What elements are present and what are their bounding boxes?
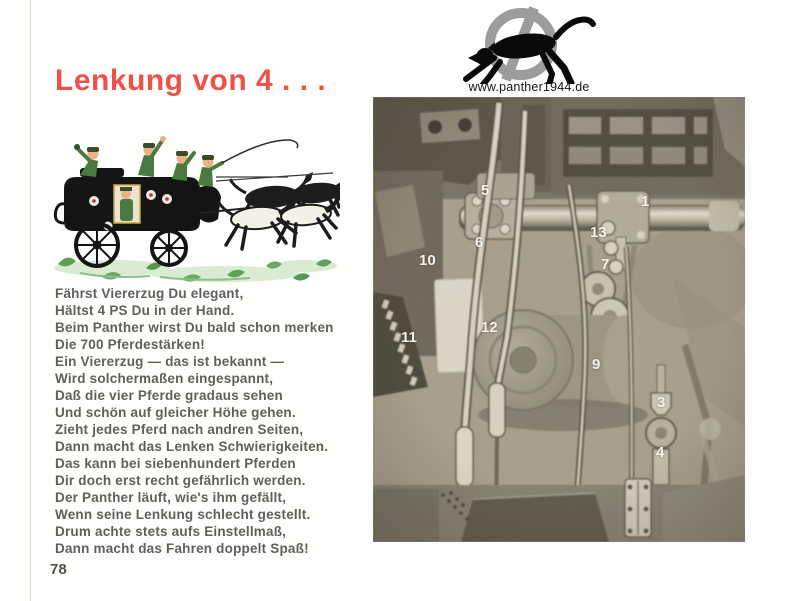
steering-photo — [373, 97, 745, 542]
page-number: 78 — [50, 561, 67, 578]
driver — [198, 140, 298, 187]
poem-line: Wenn seine Lenkung schlecht gestellt. — [55, 507, 311, 522]
reins — [216, 173, 333, 181]
poem-line: Dann macht das Fahren doppelt Spaß! — [55, 541, 309, 556]
poem-line: Das kann bei siebenhundert Pferden — [55, 456, 296, 471]
poem-line: Fährst Viererzug Du elegant, — [55, 286, 244, 301]
page-title: Lenkung von 4 . . . — [55, 64, 327, 97]
photo-callout-1: 1 — [641, 193, 650, 210]
poem-line: Dir doch erst recht gefährlich werden. — [55, 473, 306, 488]
photo-callout-3: 3 — [657, 394, 666, 411]
four-horse-carriage-illustration — [50, 127, 340, 287]
poem-line: Daß die vier Pferde gradaus sehen — [55, 388, 283, 403]
page-fold-line — [30, 0, 31, 601]
poem-line: Hältst 4 PS Du in der Hand. — [55, 303, 235, 318]
photo-callout-5: 5 — [481, 182, 490, 199]
poem-line: Und schön auf gleicher Höhe gehen. — [55, 405, 296, 420]
panther-logo — [440, 2, 640, 84]
poem-line: Wird solchermaßen eingespannt, — [55, 371, 274, 386]
photo-callout-6: 6 — [475, 234, 484, 251]
photo-callout-11: 11 — [401, 329, 417, 346]
poem-line: Die 700 Pferdestärken! — [55, 337, 205, 352]
photo-callout-4: 4 — [656, 444, 665, 461]
poem-line: Drum achte stets aufs Einstellmaß, — [55, 524, 287, 539]
poem-line: Zieht jedes Pferd nach andren Seiten, — [55, 422, 304, 437]
photo-callout-13: 13 — [590, 224, 607, 241]
poem — [55, 285, 334, 557]
photo-callout-12: 12 — [481, 319, 498, 336]
poem-line: Dann macht das Lenken Schwierigkeiten. — [55, 439, 329, 454]
poem-line: Beim Panther wirst Du bald schon merken — [55, 320, 334, 335]
watermark-url: www.panther1944.de — [468, 80, 590, 94]
poem-line: Der Panther läuft, wie's ihm gefällt, — [55, 490, 287, 505]
poem-line: Ein Viererzug — das ist bekannt — — [55, 354, 285, 369]
photo-callout-7: 7 — [601, 256, 610, 273]
photo-callout-10: 10 — [419, 252, 436, 269]
photo-callouts — [373, 97, 745, 542]
photo-callout-9: 9 — [592, 356, 601, 373]
